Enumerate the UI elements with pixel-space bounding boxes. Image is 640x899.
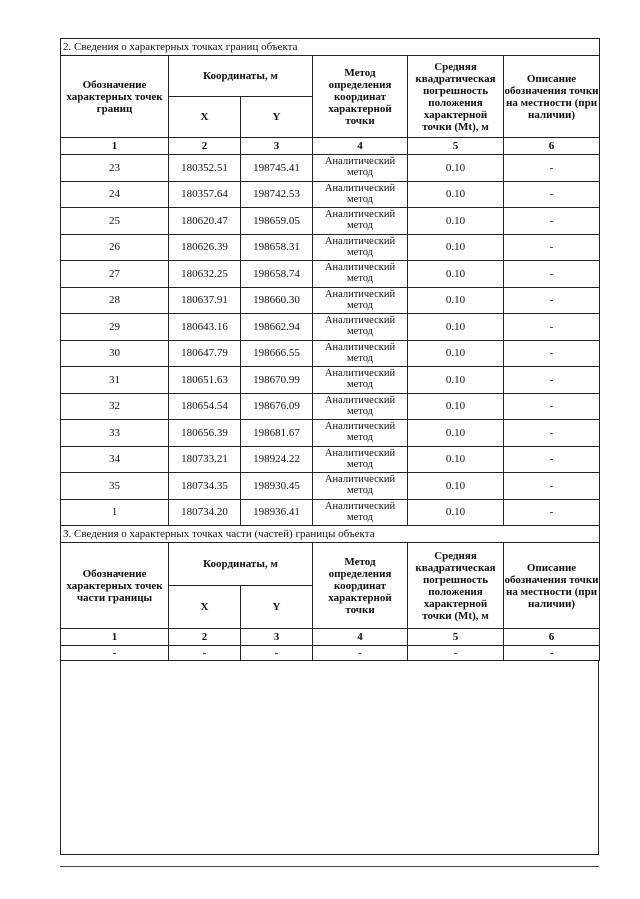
method-line: Аналитический: [324, 209, 396, 220]
table-row: [61, 420, 600, 447]
description-cell: -: [504, 155, 600, 182]
table-row: [61, 367, 600, 394]
method-cell: [313, 340, 408, 367]
col-number: 4: [313, 138, 408, 155]
method-line: метод: [346, 246, 374, 258]
method-line: Аналитический: [324, 421, 396, 432]
col-number: 3: [241, 138, 313, 155]
table-row: [61, 446, 600, 473]
y-coordinate-cell: 198666.55: [241, 340, 313, 367]
header-method: Метод определения координат характерной точки: [313, 543, 408, 629]
description-cell: -: [504, 367, 600, 394]
error-cell: 0.10: [408, 287, 504, 314]
header-designation: Обозначение характерных точек границ: [61, 56, 169, 138]
point-number-cell: 32: [61, 393, 169, 420]
method-cell: [313, 367, 408, 394]
method-line: метод: [346, 379, 374, 390]
point-number-cell: 30: [61, 340, 169, 367]
point-number-cell: 35: [61, 473, 169, 500]
description-cell: -: [504, 393, 600, 420]
header-coordinates: Координаты, м: [169, 543, 313, 586]
x-coordinate-cell: 180357.64: [169, 181, 241, 208]
x-coordinate-cell: 180626.39: [169, 234, 241, 261]
col-number: 6: [504, 629, 600, 646]
y-coordinate-cell: 198676.09: [241, 393, 313, 420]
error-cell: 0.10: [408, 340, 504, 367]
section2-table: [60, 38, 600, 526]
x-coordinate-cell: 180654.54: [169, 393, 241, 420]
x-coordinate-cell: 180734.20: [169, 499, 241, 526]
error-cell: 0.10: [408, 393, 504, 420]
x-coordinate-cell: 180733.21: [169, 446, 241, 473]
y-coordinate-cell: 198930.45: [241, 473, 313, 500]
y-coordinate-cell: 198681.67: [241, 420, 313, 447]
table-row: [61, 234, 600, 261]
y-coordinate-cell: 198659.05: [241, 208, 313, 235]
point-number-cell: 23: [61, 155, 169, 182]
method-line: Аналитический: [324, 500, 396, 512]
method-line: Аналитический: [324, 288, 396, 300]
description-cell: -: [504, 499, 600, 526]
table-cell: -: [61, 646, 169, 661]
error-cell: 0.10: [408, 420, 504, 447]
description-cell: -: [504, 340, 600, 367]
table-row: [61, 314, 600, 341]
x-coordinate-cell: 180637.91: [169, 287, 241, 314]
description-cell: -: [504, 287, 600, 314]
point-number-cell: 1: [61, 499, 169, 526]
method-line: Аналитический: [324, 262, 396, 273]
method-cell: [313, 287, 408, 314]
method-cell: [313, 314, 408, 341]
table-cell: -: [241, 646, 313, 661]
y-coordinate-cell: 198662.94: [241, 314, 313, 341]
method-line: метод: [346, 326, 374, 337]
error-cell: 0.10: [408, 314, 504, 341]
header-error: Средняя квадратическая погрешность положения характерной точки (Mt), м: [408, 543, 504, 629]
table-row: [61, 646, 600, 661]
description-cell: -: [504, 234, 600, 261]
y-coordinate-cell: 198936.41: [241, 499, 313, 526]
header-x: X: [169, 586, 241, 629]
method-line: метод: [346, 193, 374, 205]
header-x: X: [169, 97, 241, 138]
method-cell: [313, 208, 408, 235]
point-number-cell: 28: [61, 287, 169, 314]
table-row: [61, 155, 600, 182]
col-number: 4: [313, 629, 408, 646]
error-cell: 0.10: [408, 446, 504, 473]
x-coordinate-cell: 180620.47: [169, 208, 241, 235]
description-cell: -: [504, 261, 600, 288]
col-number: 1: [61, 629, 169, 646]
method-line: метод: [346, 511, 374, 523]
x-coordinate-cell: 180651.63: [169, 367, 241, 394]
header-y: Y: [241, 97, 313, 138]
method-line: метод: [346, 273, 374, 284]
method-cell: [313, 261, 408, 288]
col-number: 1: [61, 138, 169, 155]
table-row: [61, 208, 600, 235]
y-coordinate-cell: 198924.22: [241, 446, 313, 473]
point-number-cell: 29: [61, 314, 169, 341]
error-cell: 0.10: [408, 155, 504, 182]
error-cell: 0.10: [408, 234, 504, 261]
x-coordinate-cell: 180656.39: [169, 420, 241, 447]
method-line: Аналитический: [324, 182, 396, 194]
point-number-cell: 33: [61, 420, 169, 447]
point-number-cell: 24: [61, 181, 169, 208]
error-cell: 0.10: [408, 261, 504, 288]
header-description: Описание обозначения точки на местности (при наличии): [504, 56, 600, 138]
method-line: Аналитический: [324, 368, 396, 379]
error-cell: 0.10: [408, 208, 504, 235]
method-cell: [313, 499, 408, 526]
table-cell: -: [408, 646, 504, 661]
description-cell: -: [504, 446, 600, 473]
method-line: метод: [346, 458, 374, 470]
y-coordinate-cell: 198745.41: [241, 155, 313, 182]
method-line: Аналитический: [324, 235, 396, 247]
x-coordinate-cell: 180352.51: [169, 155, 241, 182]
table-row: [61, 393, 600, 420]
method-line: Аналитический: [324, 394, 396, 406]
table-row: [61, 287, 600, 314]
table-row: [61, 340, 600, 367]
method-line: метод: [346, 352, 374, 364]
description-cell: -: [504, 473, 600, 500]
x-coordinate-cell: 180632.25: [169, 261, 241, 288]
method-line: метод: [346, 220, 374, 231]
y-coordinate-cell: 198658.31: [241, 234, 313, 261]
description-cell: -: [504, 314, 600, 341]
method-line: метод: [346, 485, 374, 496]
error-cell: 0.10: [408, 181, 504, 208]
header-coordinates: Координаты, м: [169, 56, 313, 97]
section2-body: [61, 155, 600, 526]
description-cell: -: [504, 181, 600, 208]
header-method: Метод определения координат характерной точки: [313, 56, 408, 138]
header-y: Y: [241, 586, 313, 629]
method-cell: [313, 473, 408, 500]
document-page: [60, 38, 599, 855]
method-line: метод: [346, 405, 374, 417]
error-cell: 0.10: [408, 499, 504, 526]
header-description: Описание обозначения точки на местности (при наличии): [504, 543, 600, 629]
x-coordinate-cell: 180734.35: [169, 473, 241, 500]
y-coordinate-cell: 198670.99: [241, 367, 313, 394]
method-cell: [313, 446, 408, 473]
point-number-cell: 26: [61, 234, 169, 261]
method-cell: [313, 393, 408, 420]
method-cell: [313, 234, 408, 261]
header-error: Средняя квадратическая погрешность положения характерной точки (Mt), м: [408, 56, 504, 138]
y-coordinate-cell: 198660.30: [241, 287, 313, 314]
section3-table: [60, 526, 600, 661]
method-line: метод: [346, 432, 374, 443]
col-number: 2: [169, 629, 241, 646]
y-coordinate-cell: 198742.53: [241, 181, 313, 208]
method-line: Аналитический: [324, 341, 396, 353]
table-row: [61, 473, 600, 500]
col-number: 2: [169, 138, 241, 155]
table-cell: -: [169, 646, 241, 661]
section3-title: 3. Сведения о характерных точках части (частей) границы объекта: [61, 526, 600, 543]
method-line: Аналитический: [324, 474, 396, 485]
table-cell: -: [313, 646, 408, 661]
bottom-divider: [60, 866, 599, 867]
header-designation: Обозначение характерных точек части границы: [61, 543, 169, 629]
error-cell: 0.10: [408, 473, 504, 500]
method-line: Аналитический: [324, 315, 396, 326]
method-cell: [313, 181, 408, 208]
description-cell: -: [504, 420, 600, 447]
method-line: Аналитический: [324, 447, 396, 459]
table-row: [61, 499, 600, 526]
point-number-cell: 31: [61, 367, 169, 394]
method-line: метод: [346, 299, 374, 311]
x-coordinate-cell: 180643.16: [169, 314, 241, 341]
method-line: метод: [346, 167, 374, 178]
error-cell: 0.10: [408, 367, 504, 394]
table-cell: -: [504, 646, 600, 661]
section2-title: 2. Сведения о характерных точках границ объекта: [61, 39, 600, 56]
col-number: 5: [408, 629, 504, 646]
x-coordinate-cell: 180647.79: [169, 340, 241, 367]
y-coordinate-cell: 198658.74: [241, 261, 313, 288]
col-number: 3: [241, 629, 313, 646]
point-number-cell: 27: [61, 261, 169, 288]
point-number-cell: 34: [61, 446, 169, 473]
table-row: [61, 261, 600, 288]
empty-area: [60, 661, 599, 855]
method-line: Аналитический: [324, 156, 396, 167]
col-number: 5: [408, 138, 504, 155]
method-cell: [313, 155, 408, 182]
description-cell: -: [504, 208, 600, 235]
table-row: [61, 181, 600, 208]
col-number: 6: [504, 138, 600, 155]
method-cell: [313, 420, 408, 447]
point-number-cell: 25: [61, 208, 169, 235]
